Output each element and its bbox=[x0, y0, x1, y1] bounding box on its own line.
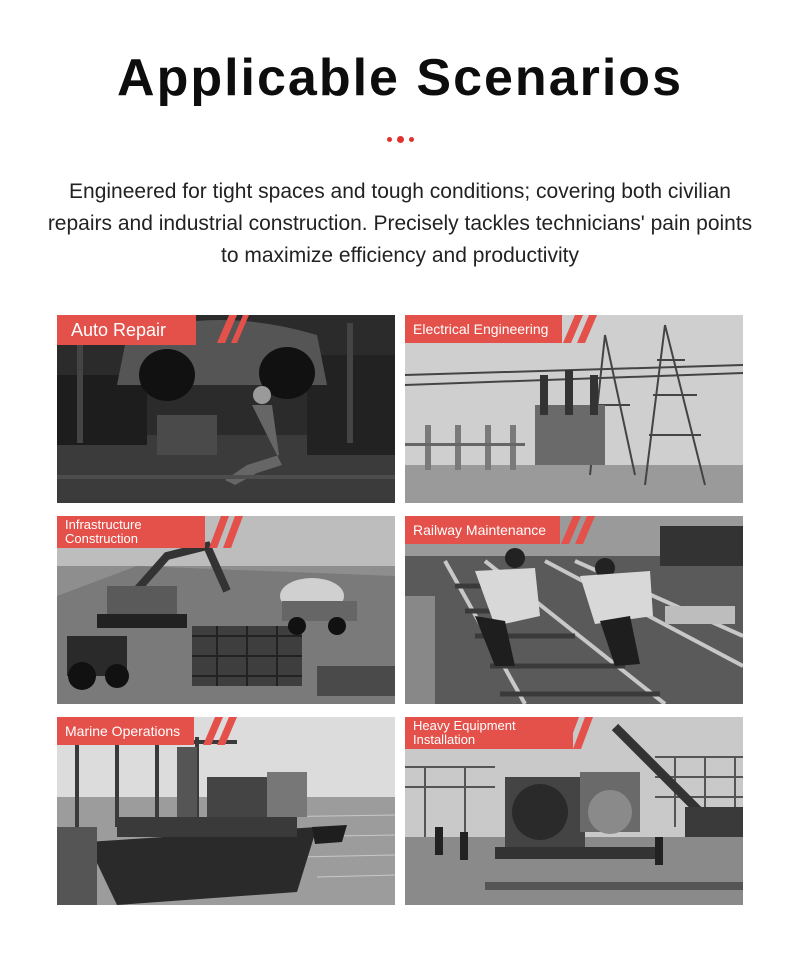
stripes-icon bbox=[557, 315, 599, 343]
stripes-icon bbox=[555, 516, 597, 544]
scenario-card-railway-maintenance bbox=[405, 516, 743, 704]
scenario-card-marine-operations bbox=[57, 717, 395, 905]
scenario-card-heavy-equipment-installation bbox=[405, 717, 743, 905]
scenario-card-electrical-engineering bbox=[405, 315, 743, 503]
stripes-icon bbox=[553, 717, 595, 749]
scenario-label: Railway Maintenance bbox=[413, 522, 547, 538]
scenario-label-tag bbox=[405, 315, 562, 343]
page-title: Applicable Scenarios bbox=[117, 49, 683, 107]
stripes-icon bbox=[197, 717, 239, 745]
electrical-engineering-image bbox=[405, 315, 743, 503]
scenario-label-tag bbox=[57, 315, 196, 345]
railway-maintenance-image bbox=[405, 516, 743, 704]
scenario-label: Heavy Equipment Installation bbox=[413, 718, 516, 747]
marine-operations-image bbox=[57, 717, 395, 905]
scenario-label: Auto Repair bbox=[71, 319, 167, 340]
scenario-label-tag bbox=[57, 516, 205, 548]
page-description: Engineered for tight spaces and tough conditions; covering both civilian repairs and industrial construction. Precisely tackles technicians' pain points to maximize efficiency and productivity bbox=[47, 180, 753, 267]
stripes-icon bbox=[207, 315, 249, 343]
scenario-card-infrastructure-construction bbox=[57, 516, 395, 704]
scenario-card-auto-repair bbox=[57, 315, 395, 503]
scenario-label-tag bbox=[57, 717, 194, 745]
stripes-icon bbox=[203, 516, 245, 548]
scenario-label: Infrastructure Construction bbox=[65, 517, 142, 546]
scenario-label-tag bbox=[405, 717, 573, 749]
scenario-label-tag bbox=[405, 516, 560, 544]
scenario-label: Electrical Engineering bbox=[413, 321, 549, 337]
scenario-label: Marine Operations bbox=[65, 723, 181, 739]
